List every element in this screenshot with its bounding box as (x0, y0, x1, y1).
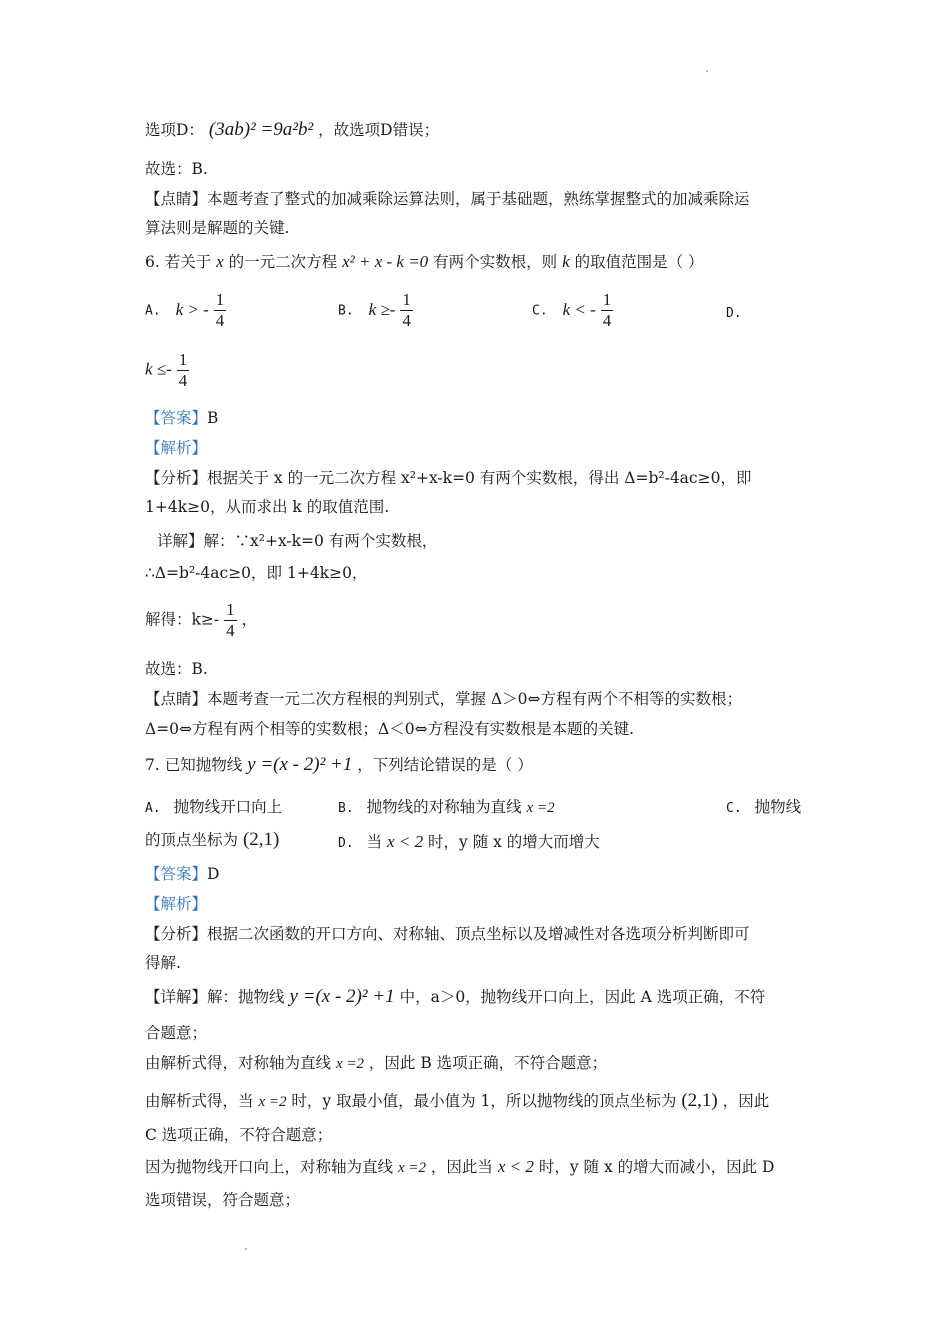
page-mark-top (706, 70, 708, 72)
choice-line: 故选：B. (145, 160, 208, 178)
detail-7-line-3: 由解析式得，对称轴为直线 x =2 ，因此 B 选项正确，不符合题意； (145, 1054, 608, 1072)
answer-6: 【答案】B (145, 409, 219, 427)
q7-option-b: B. 抛物线的对称轴为直线 x =2 (338, 798, 555, 816)
analysis-7-tag: 【解析】 (145, 895, 208, 913)
detail-7-line-2: 合题意； (145, 1024, 208, 1042)
analysis-6-tag: 【解析】 (145, 439, 208, 457)
detail-7-line-1: 【详解】解：抛物线 y =(x - 2)² +1 中，a＞0，抛物线开口向上，因此 A 选项正确，不符 (145, 986, 766, 1007)
q7-option-d: D. 当 x < 2 时，y 随 x 的增大而增大 (338, 832, 600, 851)
analysis-7-line-1: 【分析】根据二次函数的开口方向、对称轴、顶点坐标以及增减性对各选项分析判断即可 (145, 925, 750, 943)
detail-7-line-6: 因为抛物线开口向上，对称轴为直线 x =2 ，因此当 x < 2 时，y 随 x 的增大而减小，因此 D (145, 1157, 775, 1176)
q7-option-a: A. 抛物线开口向上 (145, 798, 283, 816)
q6-option-d: k ≤- $\frac{1}{4}$ (145, 350, 188, 390)
question-7: 7. 已知抛物线 y =(x - 2)² +1 ，下列结论错误的是（ ） (145, 754, 533, 775)
q6-option-c: C. k < - $\frac{1}{4}$ (532, 290, 612, 330)
analysis-6-line-1: 【分析】根据关于 x 的一元二次方程 x²+x-k=0 有两个实数根，得出 Δ=b²-4ac≥0，即 (145, 469, 752, 487)
remark-line-1: 【点睛】本题考查了整式的加减乘除运算法则，属于基础题，熟练掌握整式的加减乘除运 (145, 190, 750, 208)
q6-option-a: A. k > - $\frac{1}{4}$ (145, 290, 225, 330)
detail-6-line-1: 详解】解：∵x²+x-k=0 有两个实数根， (157, 532, 438, 550)
question-6: 6. 若关于 x 的一元二次方程 x² + x - k =0 有两个实数根，则 k 的取值范围是（ ） (145, 252, 704, 271)
remark-6-line-1: 【点睛】本题考查一元二次方程根的判别式，掌握 Δ＞0⇔方程有两个不相等的实数根； (145, 690, 742, 708)
analysis-6-line-2: 1+4k≥0，从而求出 k 的取值范围. (145, 498, 390, 516)
detail-7-line-7: 选项错误，符合题意； (145, 1191, 301, 1209)
page-mark-bottom (245, 1248, 247, 1250)
choice-6: 故选：B. (145, 660, 208, 678)
detail-6-line-2: ∴Δ=b²-4ac≥0，即 1+4k≥0， (145, 564, 368, 582)
answer-7: 【答案】D (145, 865, 220, 883)
analysis-7-line-2: 得解. (145, 954, 181, 972)
detail-7-line-5: C 选项正确，不符合题意； (145, 1126, 333, 1144)
remark-6-line-2: Δ=0⇔方程有两个相等的实数根；Δ＜0⇔方程没有实数根是本题的关键. (145, 720, 635, 738)
remark-line-2: 算法则是解题的关键. (145, 219, 290, 237)
q7-option-c: 的顶点坐标为 (2,1) (145, 829, 280, 850)
detail-7-line-4: 由解析式得，当 x =2 时，y 取最小值，最小值为 1，所以抛物线的顶点坐标为 (2,1) ，因此 (145, 1090, 770, 1111)
q7-option-c-label: C. 抛物线 (726, 798, 802, 816)
option-d-line: 选项D： (3ab)² =9a²b² ，故选项D错误； (145, 119, 440, 140)
detail-6-line-3: 解得：k≥- $\frac{1}{4}$ ， (145, 600, 258, 640)
q6-option-d-label: D. (726, 306, 742, 321)
q6-option-b: B. k ≥- $\frac{1}{4}$ (338, 290, 411, 330)
